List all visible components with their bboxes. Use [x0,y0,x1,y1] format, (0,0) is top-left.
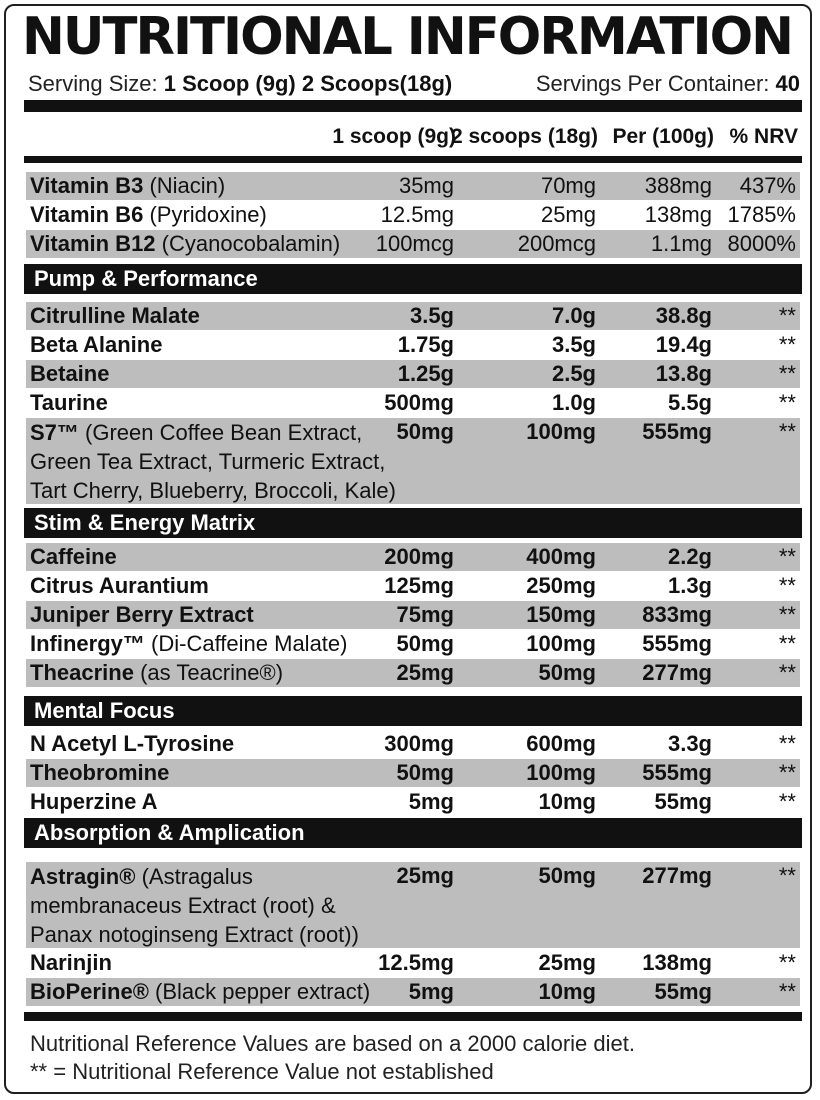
serving-size [28,70,452,98]
serving-info [28,70,800,98]
value-per-100g: 1.3g [667,573,712,598]
servings-per-container [536,70,800,98]
ingredient-name: Theacrine (as Teacrine®) [30,660,284,685]
value-per-100g: 38.8g [655,303,712,328]
value-per-100g: 388mg [644,173,712,198]
value-nrv: ** [778,573,796,598]
value-2-scoops: 2.5g [551,361,596,386]
value-2-scoops: 100mg [526,631,596,656]
ingredient-name: Vitamin B3 (Niacin) [30,173,226,198]
table-row-astragin [26,862,800,948]
column-header-2-scoops: 2 scoops (18g) [450,125,598,148]
table-row-n-acetyl-l-tyrosine [26,730,800,758]
value-1-scoop: 25mg [396,660,454,685]
value-nrv: ** [778,419,796,444]
table-row-citrus-aurantium [26,572,800,600]
value-per-100g: 833mg [642,602,712,627]
table-row-citrulline-malate [26,302,800,330]
value-1-scoop: 25mg [396,863,454,888]
table-row-infinergy [26,630,800,658]
value-2-scoops: 150mg [526,602,596,627]
table-row-vitamin-b6 [26,201,800,229]
value-1-scoop: 200mg [384,544,454,569]
value-per-100g: 277mg [642,660,712,685]
page-title: NUTRITIONAL INFORMATION [22,7,793,67]
value-nrv: 437% [739,173,796,198]
value-nrv: 8000% [727,231,796,256]
servings-per-container-value: 40 [775,71,800,96]
value-1-scoop: 35mg [398,173,454,198]
table-row-narinjin [26,949,800,977]
servings-per-container-label: Servings Per Container: [535,71,770,96]
ingredient-name: N Acetyl L-Tyrosine [30,731,235,756]
ingredient-name: Narinjin [30,950,112,975]
value-nrv: ** [778,303,796,328]
value-nrv: ** [778,602,796,627]
value-1-scoop: 3.5g [409,303,454,328]
table-row-vitamin-b12 [26,230,800,258]
table-row-taurine [26,389,800,417]
table-row-betaine [26,360,800,388]
value-2-scoops: 10mg [538,789,596,814]
ingredient-name: Huperzine A [30,789,158,814]
serving-size-value: 1 Scoop (9g) 2 Scoops(18g) [163,71,453,96]
ingredient-name: Astragin® (Astragalus membranaceus Extract (root) & Panax notoginseng Extract (root)) [30,864,359,947]
footer-divider [24,1012,802,1021]
section-header-pump-performance: Pump & Performance [24,264,802,294]
value-per-100g: 1.1mg [650,231,712,256]
value-nrv: ** [778,631,796,656]
ingredient-name: Caffeine [30,544,117,569]
value-2-scoops: 25mg [540,202,596,227]
footnote-nrv-basis: Nutritional Reference Values are based on a 2000 calorie diet. [30,1031,635,1056]
ingredient-name: Theobromine [30,760,170,785]
value-nrv: ** [778,332,796,357]
value-1-scoop: 50mg [396,760,454,785]
value-per-100g: 277mg [642,863,712,888]
table-row-theacrine [26,659,800,687]
value-per-100g: 55mg [654,789,712,814]
value-nrv: ** [778,390,796,415]
value-per-100g: 2.2g [667,544,712,569]
value-nrv: ** [778,660,796,685]
value-2-scoops: 100mg [526,419,596,444]
table-row-beta-alanine [26,331,800,359]
serving-size-label: Serving Size: [28,71,158,96]
value-per-100g: 3.3g [667,731,712,756]
header-divider [24,100,802,112]
ingredient-name: Infinergy™ (Di-Caffeine Malate) [30,631,348,656]
section-header-stim-energy: Stim & Energy Matrix [24,508,802,538]
ingredient-name: Vitamin B12 (Cyanocobalamin) [30,231,341,256]
value-per-100g: 13.8g [655,361,712,386]
value-nrv: ** [778,789,796,814]
section-header-mental-focus: Mental Focus [24,696,802,726]
value-per-100g: 555mg [642,419,712,444]
value-1-scoop: 1.75g [397,332,454,357]
section-header-absorption: Absorption & Amplication [24,818,802,848]
value-1-scoop: 125mg [384,573,454,598]
value-per-100g: 555mg [642,760,712,785]
value-1-scoop: 100mcg [375,231,454,256]
value-nrv: ** [778,950,796,975]
column-header-divider [24,156,802,163]
value-per-100g: 55mg [654,979,712,1004]
value-nrv: ** [778,863,796,888]
value-per-100g: 555mg [642,631,712,656]
value-nrv: ** [778,544,796,569]
value-1-scoop: 50mg [396,631,454,656]
value-2-scoops: 1.0g [551,390,596,415]
table-row-s7 [26,418,800,504]
table-row-bioperine [26,978,800,1006]
value-2-scoops: 600mg [526,731,596,756]
value-1-scoop: 300mg [384,731,454,756]
ingredient-name: Beta Alanine [30,332,163,357]
value-nrv: ** [778,361,796,386]
value-2-scoops: 50mg [538,660,596,685]
table-row-caffeine [26,543,800,571]
value-nrv: ** [778,760,796,785]
value-2-scoops: 70mg [540,173,596,198]
value-2-scoops: 400mg [526,544,596,569]
table-row-huperzine-a [26,788,800,816]
column-header-1-scoop: 1 scoop (9g) [332,125,456,148]
value-per-100g: 5.5g [667,390,712,415]
value-1-scoop: 5mg [408,979,454,1004]
ingredient-name: BioPerine® (Black pepper extract) [30,979,371,1004]
column-header-nrv: % NRV [729,125,798,148]
value-per-100g: 138mg [642,950,712,975]
ingredient-name: Citrulline Malate [30,303,200,328]
column-header-per-100g: Per (100g) [612,125,714,148]
value-nrv: ** [778,979,796,1004]
ingredient-name: Taurine [30,390,108,415]
ingredient-name: Juniper Berry Extract [30,602,254,627]
value-2-scoops: 3.5g [551,332,596,357]
value-1-scoop: 12.5mg [380,202,454,227]
value-2-scoops: 50mg [538,863,596,888]
value-2-scoops: 10mg [538,979,596,1004]
ingredient-name: Betaine [30,361,110,386]
value-1-scoop: 12.5mg [378,950,454,975]
value-1-scoop: 5mg [408,789,454,814]
footnote-nrv-not-established: ** = Nutritional Reference Value not established [30,1059,494,1084]
value-1-scoop: 75mg [396,602,454,627]
value-2-scoops: 100mg [526,760,596,785]
table-row-vitamin-b3 [26,172,800,200]
ingredient-name: Vitamin B6 (Pyridoxine) [30,202,267,227]
value-1-scoop: 1.25g [397,361,454,386]
ingredient-name: S7™ (Green Coffee Bean Extract, Green Tea Extract, Turmeric Extract, Tart Cherry, Blueberry, Broccoli, Kale) [30,420,396,503]
ingredient-name: Citrus Aurantium [30,573,209,598]
value-2-scoops: 250mg [526,573,596,598]
value-2-scoops: 200mcg [517,231,596,256]
value-1-scoop: 50mg [396,419,454,444]
table-row-juniper-berry [26,601,800,629]
value-2-scoops: 7.0g [551,303,596,328]
value-2-scoops: 25mg [538,950,596,975]
value-per-100g: 138mg [644,202,712,227]
value-1-scoop: 500mg [384,390,454,415]
table-row-theobromine [26,759,800,787]
value-nrv: 1785% [727,202,796,227]
value-nrv: ** [778,731,796,756]
value-per-100g: 19.4g [655,332,712,357]
